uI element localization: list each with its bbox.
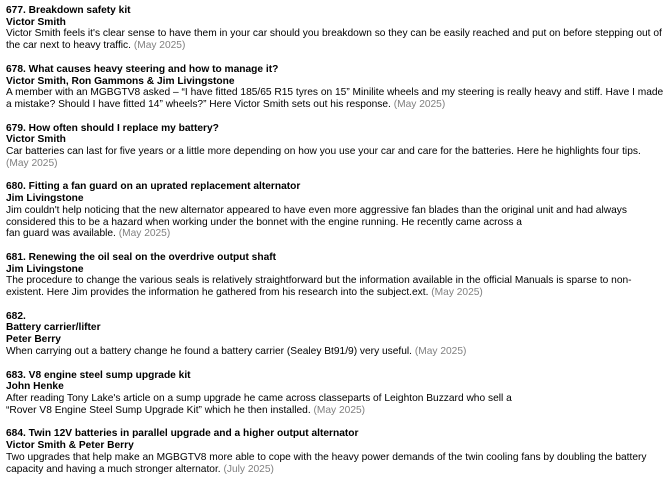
article-682 (6, 311, 664, 358)
article-date: (May 2025) (118, 228, 171, 240)
article-678 (6, 64, 664, 111)
article-description-text: Two upgrades that help make an MGBGTV8 more able to cope with the heavy power demands of the twin cooling fans by doubling the battery capacity and having a much stronger alternator. (6, 451, 647, 475)
article-date: (May 2025) (414, 345, 467, 357)
article-description (6, 28, 664, 51)
article-677 (6, 5, 664, 52)
article-date: (May 2025) (6, 157, 58, 169)
article-description (6, 87, 664, 110)
article-title-link[interactable]: Battery carrier/lifter (6, 322, 101, 334)
article-description (6, 146, 664, 169)
article-title-link[interactable]: 678. What causes heavy steering and how to manage it? (6, 63, 279, 75)
article-authors: Victor Smith, Ron Gammons & Jim Livingstone (6, 75, 235, 87)
article-description-text: A member with an MGBGTV8 asked – “I have fitted 185/65 R15 tyres on 15” Minilite wheels and my steering is really heavy and stiff. Have I made a mistake? Should I have fitted 14” wheels?” Here Victor Smith sets out his response. (6, 87, 664, 110)
article-description-text: Victor Smith feels it's clear sense to have them in your car should you breakdown so they can be easily reached and put on before stepping out of the car next to heavy traffic. (6, 28, 662, 52)
article-description-text: The procedure to change the various seals is relatively straightforward but the information available in the official Manuals is sparse to non-existent. Here Jim provides the information he gathered from his research into the subject.ext. (6, 275, 632, 299)
article-description (6, 452, 664, 475)
article-684 (6, 428, 664, 475)
article-description-text: Car batteries can last for five years or a little more depending on how you use your car and care for the batteries. Here he highlights four tips. (6, 146, 641, 158)
article-date: (May 2025) (133, 40, 186, 52)
article-679 (6, 123, 664, 170)
article-680 (6, 181, 664, 240)
article-description (6, 275, 664, 298)
article-description (6, 393, 664, 416)
article-title-link[interactable]: 684. Twin 12V batteries in parallel upgrade and a higher output alternator (6, 428, 359, 440)
article-date: (May 2025) (431, 287, 483, 299)
article-description-line: After reading Tony Lake's article on a sump upgrade he came across classeparts of Leighton Buzzard who sell a (6, 392, 512, 404)
article-title-link[interactable]: 681. Renewing the oil seal on the overdrive output shaft (6, 251, 277, 263)
article-date: (July 2025) (223, 463, 274, 475)
article-authors: Jim Livingstone (6, 263, 84, 275)
article-authors: John Henke (6, 381, 64, 393)
article-authors: Victor Smith & Peter Berry (6, 440, 134, 452)
article-description-line: “Rover V8 Engine Steel Sump Upgrade Kit” which he then installed. (6, 404, 311, 416)
article-authors: Victor Smith (6, 16, 66, 28)
article-title-link[interactable]: 683. V8 engine steel sump upgrade kit (6, 369, 191, 381)
article-title-link[interactable]: 679. How often should I replace my battery? (6, 122, 219, 134)
article-authors: Jim Livingstone (6, 193, 84, 205)
article-description-line: fan guard was available. (6, 228, 116, 240)
article-number: 682. (6, 310, 26, 322)
article-date: (May 2025) (313, 404, 366, 416)
article-authors: Victor Smith (6, 134, 66, 146)
article-title-link[interactable]: 677. Breakdown safety kit (6, 5, 131, 16)
article-description (6, 346, 664, 358)
article-authors: Peter Berry (6, 334, 61, 346)
article-description-text: When carrying out a battery change he found a battery carrier (Sealey Bt91/9) very useful. (6, 345, 413, 357)
article-683 (6, 370, 664, 417)
article-description (6, 205, 664, 240)
article-681 (6, 252, 664, 299)
article-description-line: Jim couldn't help noticing that the new alternator appeared to have even more aggressive fan blades than the original unit and had always considered this to be a hazard when working under the bonnet with the engine running. He recently came across a (6, 204, 627, 228)
article-date: (May 2025) (393, 98, 446, 110)
article-title-link[interactable]: 680. Fitting a fan guard on an uprated replacement alternator (6, 181, 301, 193)
